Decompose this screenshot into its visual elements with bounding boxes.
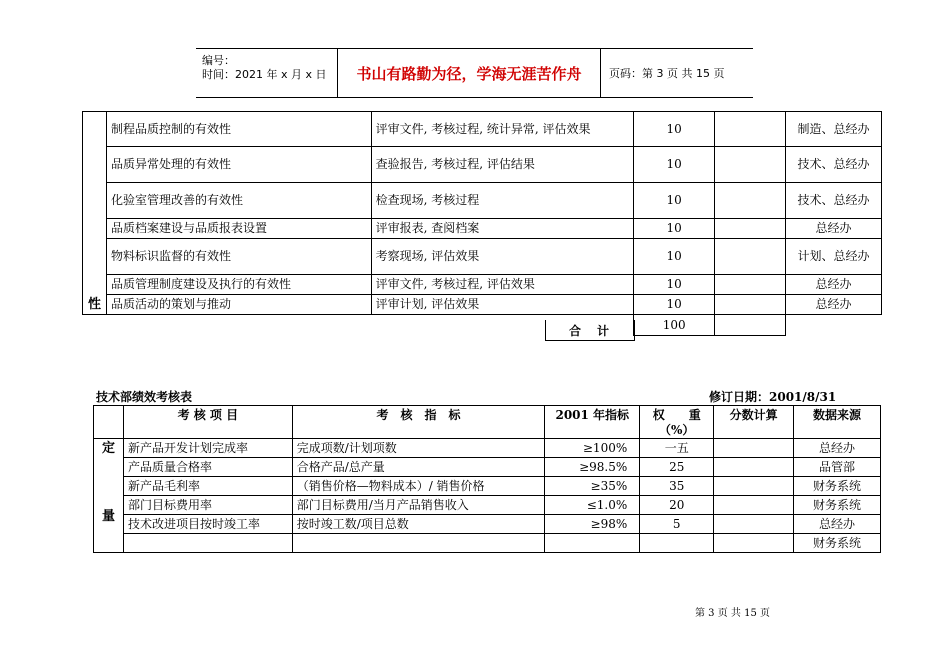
table-row [83, 275, 882, 295]
table-row [83, 183, 882, 219]
table-row [83, 295, 882, 315]
weight-cell: 20 [640, 496, 714, 515]
weight-cell: 10 [634, 112, 715, 147]
indicator-cell: 按时竣工数/项目总数 [292, 515, 545, 534]
source-cell: 财务系统 [794, 496, 881, 515]
score-cell [715, 239, 786, 275]
weight-cell [640, 534, 714, 553]
table-row [83, 147, 882, 183]
table-row [94, 515, 881, 534]
item-cell: 新产品毛利率 [123, 477, 292, 496]
date-label: 时间：2021 年 x 月 x 日 [202, 68, 327, 81]
page-header [196, 48, 753, 98]
item-cell: 产品质量合格率 [123, 458, 292, 477]
item-cell: 品质档案建设与品质报表设置 [106, 219, 371, 239]
source-cell: 品管部 [794, 458, 881, 477]
motto: 书山有路勤为径，学海无涯苦作舟 [338, 49, 601, 97]
table-row [83, 112, 882, 147]
target-cell: ≤1.0% [545, 496, 640, 515]
tech-dept-table [93, 405, 881, 553]
source-cell: 财务系统 [794, 477, 881, 496]
score-cell [715, 183, 786, 219]
item-cell: 品质活动的策划与推动 [106, 295, 371, 315]
source-cell: 总经办 [794, 515, 881, 534]
side-label-cell [94, 439, 124, 553]
score-cell [715, 295, 786, 315]
score-cell [714, 515, 794, 534]
table-row [83, 239, 882, 275]
indicator-cell: 完成项数/计划项数 [292, 439, 545, 458]
weight-cell: 35 [640, 477, 714, 496]
method-cell: 检查现场, 考核过程 [371, 183, 634, 219]
method-cell: 评审报表, 查阅档案 [371, 219, 634, 239]
item-cell [123, 534, 292, 553]
table-row [83, 219, 882, 239]
score-cell [715, 275, 786, 295]
quality-table [82, 111, 882, 336]
source-cell: 制造、总经办 [786, 112, 882, 147]
item-cell: 化验室管理改善的有效性 [106, 183, 371, 219]
side-label: 性 [83, 112, 107, 315]
item-cell: 制程品质控制的有效性 [106, 112, 371, 147]
weight-cell: 25 [640, 458, 714, 477]
indicator-cell: 部门目标费用/当月产品销售收入 [292, 496, 545, 515]
weight-cell: 5 [640, 515, 714, 534]
source-cell: 技术、总经办 [786, 147, 882, 183]
col-header-target: 2001 年指标 [545, 406, 640, 439]
source-cell: 技术、总经办 [786, 183, 882, 219]
number-label: 编号： [202, 54, 235, 67]
side-label-top: 定 [101, 441, 115, 456]
item-cell: 新产品开发计划完成率 [123, 439, 292, 458]
total-value: 100 [634, 315, 715, 336]
table-row [94, 496, 881, 515]
source-cell: 总经办 [794, 439, 881, 458]
weight-cell: 10 [634, 183, 715, 219]
target-cell: ≥35% [545, 477, 640, 496]
indicator-cell: 合格产品/总产量 [292, 458, 545, 477]
col-header-item: 考 核 项 目 [123, 406, 292, 439]
weight-cell: 10 [634, 219, 715, 239]
target-cell [545, 534, 640, 553]
source-cell: 财务系统 [794, 534, 881, 553]
item-cell: 物料标识监督的有效性 [106, 239, 371, 275]
weight-cell: 10 [634, 295, 715, 315]
method-cell: 评审文件, 考核过程, 评估效果 [371, 275, 634, 295]
table2-title: 技术部绩效考核表 [96, 390, 193, 404]
table-row [94, 534, 881, 553]
item-cell: 技术改进项目按时竣工率 [123, 515, 292, 534]
method-cell: 评审计划, 评估效果 [371, 295, 634, 315]
page-footer: 第 3 页 共 15 页 [695, 608, 770, 619]
weight-cell: 10 [634, 239, 715, 275]
source-cell: 总经办 [786, 295, 882, 315]
header-meta [196, 49, 338, 97]
revision-date: 修订日期：2001/8/31 [709, 390, 837, 404]
indicator-cell [292, 534, 545, 553]
item-cell: 品质管理制度建设及执行的有效性 [106, 275, 371, 295]
target-cell: ≥98% [545, 515, 640, 534]
item-cell: 品质异常处理的有效性 [106, 147, 371, 183]
side-label-bottom: 量 [101, 509, 115, 524]
table-row [94, 477, 881, 496]
source-cell: 总经办 [786, 219, 882, 239]
col-header-weight: 权 重（%） [640, 406, 714, 439]
weight-cell: 10 [634, 275, 715, 295]
source-cell: 总经办 [786, 275, 882, 295]
page-label: 页码：第 3 页 共 15 页 [609, 67, 725, 80]
table-row [94, 439, 881, 458]
score-cell [715, 147, 786, 183]
score-cell [715, 219, 786, 239]
method-cell: 评审文件, 考核过程, 统计异常, 评估效果 [371, 112, 634, 147]
score-cell [714, 496, 794, 515]
weight-cell: 10 [634, 147, 715, 183]
table-row [94, 458, 881, 477]
total-row [83, 315, 882, 336]
method-cell: 考察现场, 评估效果 [371, 239, 634, 275]
col-header-score: 分数计算 [714, 406, 794, 439]
source-cell: 计划、总经办 [786, 239, 882, 275]
score-cell [714, 458, 794, 477]
total-label: 合 计 [545, 320, 635, 341]
method-cell: 查验报告, 考核过程, 评估结果 [371, 147, 634, 183]
indicator-cell: （销售价格—物料成本）/ 销售价格 [292, 477, 545, 496]
weight-cell: 一五 [640, 439, 714, 458]
target-cell: ≥98.5% [545, 458, 640, 477]
target-cell: ≥100% [545, 439, 640, 458]
score-cell [714, 534, 794, 553]
header-row [94, 406, 881, 439]
col-header-indicator: 考 核 指 标 [292, 406, 545, 439]
col-header-source: 数据来源 [794, 406, 881, 439]
item-cell: 部门目标费用率 [123, 496, 292, 515]
score-cell [714, 477, 794, 496]
score-cell [715, 112, 786, 147]
score-cell [714, 439, 794, 458]
